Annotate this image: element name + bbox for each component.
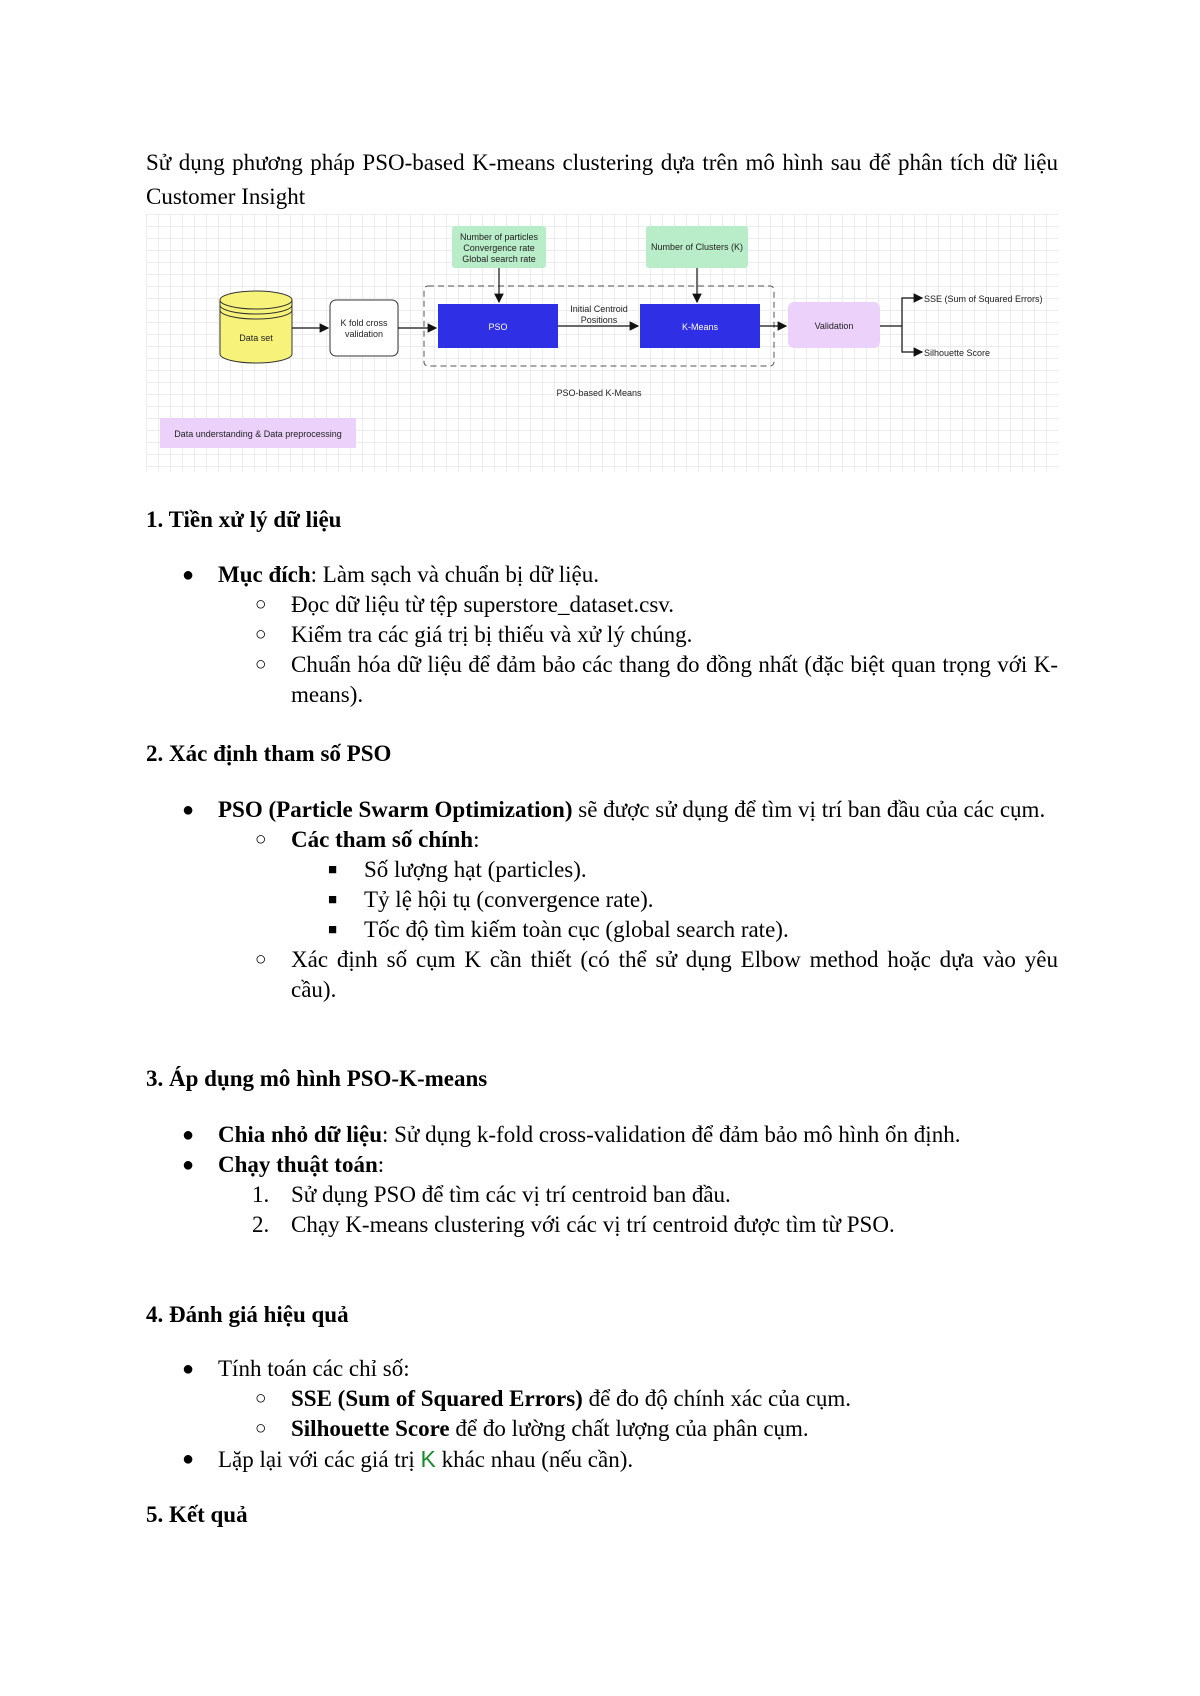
list-item (146, 885, 1058, 915)
output-sse: SSE (Sum of Squared Errors) (924, 294, 1043, 304)
arrow-to-silhouette (902, 326, 922, 352)
section-3-body (146, 1120, 1058, 1240)
list-item (146, 1384, 1058, 1414)
list-item (146, 1210, 1058, 1240)
pso-kmeans-diagram (146, 214, 1058, 472)
split-text: : Sử dụng k-fold cross-validation để đảm bảo mô hình ổn định. (382, 1122, 961, 1147)
pso-desc: sẽ được sử dụng để tìm vị trí ban đầu của các cụm. (572, 797, 1046, 822)
kmeans-label: K-Means (681, 322, 719, 332)
step-number: 2. (252, 1212, 270, 1237)
bullet-icon: ● (182, 564, 195, 586)
list-item (146, 1150, 1058, 1180)
edge-label-2: Positions (580, 315, 618, 325)
section-1-heading: 1. Tiền xử lý dữ liệu (146, 507, 342, 532)
step-text: Kiểm tra các giá trị bị thiếu và xử lý chúng. (291, 622, 693, 647)
step-text: Chạy K-means clustering với các vị trí centroid được tìm từ PSO. (291, 1212, 895, 1237)
list-item (146, 1180, 1058, 1210)
circle-bullet-icon: ○ (255, 829, 267, 850)
kfold-line-1: K fold cross (340, 318, 388, 328)
run-label: Chạy thuật toán (218, 1152, 378, 1177)
purpose-label: Mục đích (218, 562, 311, 587)
repeat-pre: Lặp lại với các giá trị (218, 1447, 421, 1472)
bullet-icon: ● (182, 1154, 195, 1176)
k-item-text: Xác định số cụm K cần thiết (có thể sử dụng Elbow method hoặc dựa vào yêu cầu). (291, 947, 1058, 1002)
list-item (146, 855, 1058, 885)
bullet-icon: ● (182, 799, 195, 821)
list-item (146, 620, 1058, 650)
circle-bullet-icon: ○ (255, 594, 267, 615)
step-text: Chuẩn hóa dữ liệu để đảm bảo các thang đo đồng nhất (đặc biệt quan trọng với K-means). (291, 652, 1058, 707)
square-bullet-icon: ■ (328, 892, 338, 908)
list-item (146, 590, 1058, 620)
param-text: Tỷ lệ hội tụ (convergence rate). (364, 887, 654, 912)
section-5-heading: 5. Kết quả (146, 1502, 248, 1527)
circle-bullet-icon: ○ (255, 949, 267, 970)
list-item (146, 795, 1058, 825)
square-bullet-icon: ■ (328, 922, 338, 938)
silhouette-desc: để đo lường chất lượng của phân cụm. (449, 1416, 809, 1441)
group-label: PSO-based K-Means (556, 388, 642, 398)
sse-term: SSE (Sum of Squared Errors) (291, 1386, 583, 1411)
section-4-body (146, 1354, 1058, 1475)
repeat-post: khác nhau (nếu cần). (435, 1447, 634, 1472)
section-2-heading: 2. Xác định tham số PSO (146, 741, 392, 766)
dataset-label: Data set (239, 333, 273, 343)
pso-param-3: Global search rate (462, 254, 536, 264)
circle-bullet-icon: ○ (255, 1388, 267, 1409)
circle-bullet-icon: ○ (255, 624, 267, 645)
section-2-body (146, 795, 1058, 1005)
split-label: Chia nhỏ dữ liệu (218, 1122, 382, 1147)
bullet-icon: ● (182, 1124, 195, 1146)
pso-param-1: Number of particles (459, 232, 539, 242)
list-item (146, 1414, 1058, 1444)
list-item (146, 945, 1058, 1005)
k-param: Number of Clusters (K) (650, 242, 744, 252)
list-item (146, 915, 1058, 945)
bullet-icon: ● (182, 1358, 195, 1380)
list-item (146, 560, 1058, 590)
diagram-svg (146, 214, 1058, 472)
list-item (146, 1120, 1058, 1150)
params-label: Các tham số chính (291, 827, 474, 852)
kfold-line-2: validation (344, 329, 384, 339)
arrow-to-sse (902, 298, 922, 326)
pso-label: PSO (488, 322, 508, 332)
section-4-heading: 4. Đánh giá hiệu quả (146, 1302, 349, 1327)
sse-desc: để đo độ chính xác của cụm. (582, 1386, 852, 1411)
silhouette-term: Silhouette Score (291, 1416, 450, 1441)
list-item (146, 650, 1058, 710)
pso-term: PSO (Particle Swarm Optimization) (218, 797, 573, 822)
edge-label-1: Initial Centroid (570, 304, 628, 314)
k-code: K (420, 1446, 436, 1472)
square-bullet-icon: ■ (328, 862, 338, 878)
output-silhouette: Silhouette Score (924, 348, 991, 358)
circle-bullet-icon: ○ (255, 654, 267, 675)
intro-paragraph: Sử dụng phương pháp PSO-based K-means clustering dựa trên mô hình sau để phân tích dữ liệu Customer Insight (146, 150, 1058, 209)
pso-param-2: Convergence rate (463, 243, 535, 253)
step-text: Đọc dữ liệu từ tệp superstore_dataset.csv. (291, 592, 675, 617)
list-item (146, 1354, 1058, 1384)
run-colon: : (377, 1152, 385, 1177)
step-number: 1. (252, 1182, 270, 1207)
params-colon: : (473, 827, 480, 852)
circle-bullet-icon: ○ (255, 1418, 267, 1439)
section-3-heading: 3. Áp dụng mô hình PSO-K-means (146, 1066, 488, 1091)
bullet-icon: ● (182, 1448, 195, 1470)
preprocess-label: Data understanding & Data preprocessing (174, 429, 342, 439)
dataset-cylinder (220, 291, 292, 363)
metrics-intro: Tính toán các chỉ số: (218, 1356, 410, 1381)
list-item (146, 825, 1058, 855)
purpose-text: : Làm sạch và chuẩn bị dữ liệu. (310, 562, 600, 587)
param-text: Tốc độ tìm kiếm toàn cục (global search rate). (364, 917, 789, 942)
step-text: Sử dụng PSO để tìm các vị trí centroid ban đầu. (291, 1182, 731, 1207)
list-item (146, 1444, 1058, 1475)
validation-label: Validation (814, 321, 854, 331)
param-text: Số lượng hạt (particles). (364, 857, 587, 882)
kfold-box (330, 300, 398, 356)
section-1-body (146, 560, 1058, 710)
